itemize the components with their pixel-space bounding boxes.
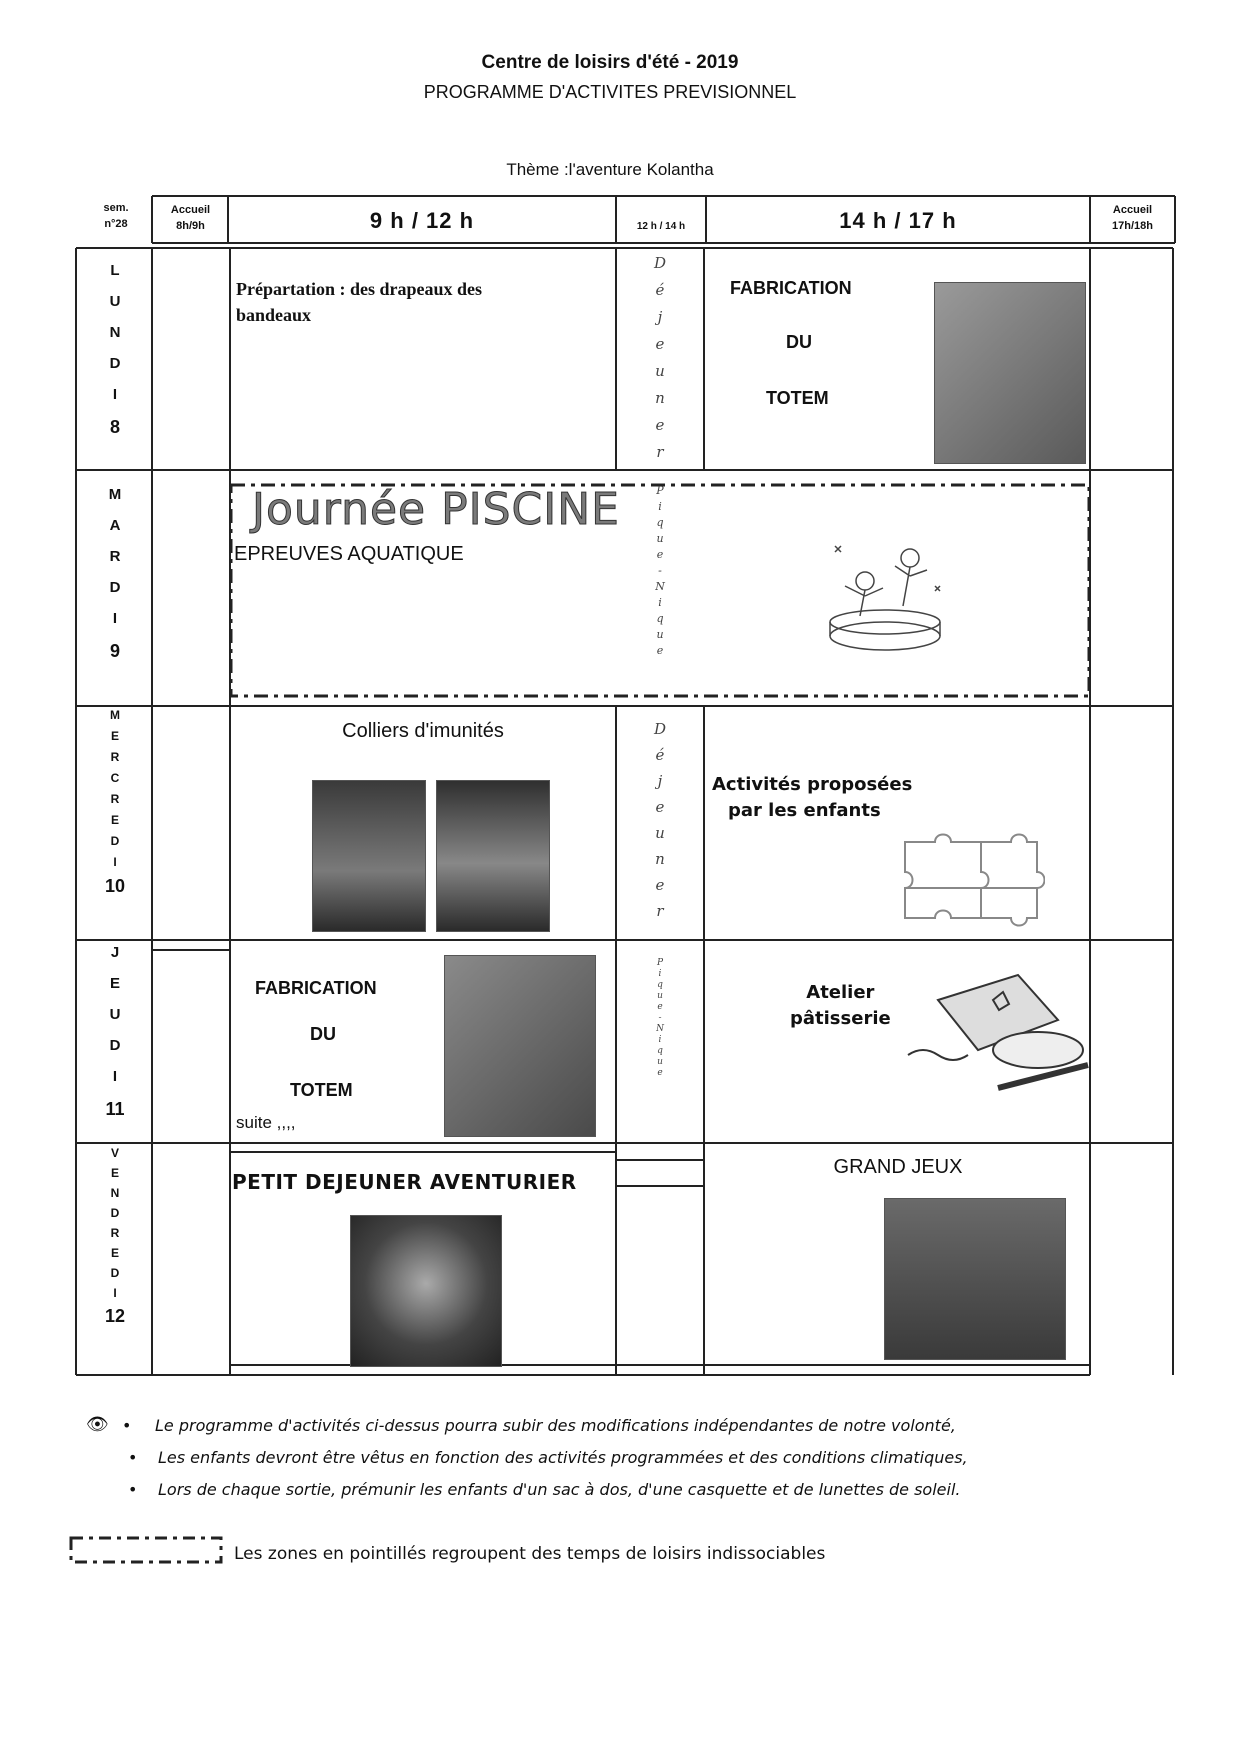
note-bullet-3: • — [128, 1480, 138, 1499]
afternoon-header: 14 h / 17 h — [839, 208, 957, 233]
mardi-morning-activity: EPREUVES AQUATIQUE — [234, 543, 464, 565]
day-letter: E — [110, 1166, 119, 1180]
lunch-letter: - — [658, 1013, 662, 1023]
lunch-letter: u — [655, 362, 665, 380]
lunch-letter: u — [657, 991, 663, 1001]
jeudi-morning-line1: FABRICATION — [255, 978, 377, 998]
note-2: Les enfants devront être vêtus en fonction des activités programmées et des conditions climatiques, — [158, 1448, 968, 1467]
lunch-letter: i — [658, 969, 662, 979]
day-letter: U — [109, 1006, 121, 1023]
lunch-letter: é — [655, 746, 665, 764]
games-photo — [884, 1198, 1066, 1360]
note-bullet-1: • — [122, 1416, 132, 1435]
mercredi-morning-activity: Colliers d'imunités — [342, 720, 504, 742]
note-1: Le programme d'activités ci-dessus pourra subir des modifications indépendantes de notre volonté, — [155, 1416, 956, 1435]
accueil-am-text: Accueil — [170, 204, 211, 216]
day-letter: M — [108, 486, 122, 503]
puzzle-icon — [895, 822, 1045, 942]
day-letter: N — [109, 324, 121, 341]
lunch-letter: N — [655, 580, 665, 593]
totem-photo — [934, 282, 1086, 464]
day-letter: D — [109, 355, 121, 372]
day-number: 11 — [105, 1099, 125, 1119]
day-letter: J — [110, 944, 120, 961]
jeudi-morning-line2: DU — [310, 1024, 336, 1044]
necklace-photo-2 — [436, 780, 550, 932]
mercredi-afternoon-line1: Activités proposées — [712, 774, 913, 795]
page-title: Centre de loisirs d'été - 2019 — [481, 52, 739, 73]
day-letter: E — [110, 813, 119, 827]
week-number: n°28 — [104, 218, 128, 230]
day-letter: V — [110, 1146, 119, 1160]
lunch-letter: n — [655, 850, 665, 868]
lunch-label-jeudi — [616, 958, 704, 1078]
lunch-letter: q — [656, 612, 664, 625]
day-letter: L — [110, 262, 120, 279]
day-letter: N — [110, 1186, 120, 1200]
mercredi-afternoon-activity — [712, 772, 912, 824]
lunch-header: 12 h / 14 h — [636, 221, 686, 232]
vendredi-afternoon-activity: GRAND JEUX — [833, 1156, 963, 1178]
sem-text: sem. — [103, 202, 129, 214]
day-letters-mardi — [80, 486, 150, 662]
jeudi-afternoon-line2: pâtisserie — [790, 1008, 891, 1029]
baking-icon — [898, 970, 1098, 1100]
day-letter: R — [110, 792, 120, 806]
day-letters-jeudi — [80, 944, 150, 1120]
lunch-label-mercredi — [616, 720, 704, 920]
sem-label — [90, 200, 142, 232]
day-letter: U — [109, 293, 121, 310]
day-number: 9 — [109, 641, 120, 661]
lunch-letter: u — [656, 628, 664, 641]
lunch-letter: e — [655, 876, 665, 894]
lunch-letter: i — [658, 1035, 662, 1045]
day-letters-vendredi — [80, 1146, 150, 1327]
lunch-letter: e — [655, 798, 665, 816]
lunch-letter: q — [657, 980, 663, 990]
jeudi-morning-line3: TOTEM — [290, 1080, 353, 1100]
lunch-letter: P — [656, 484, 664, 497]
lunch-letter: u — [657, 1057, 663, 1067]
totem-photo-2 — [444, 955, 596, 1137]
lunch-letter: e — [657, 1068, 663, 1078]
mercredi-afternoon-line2: par les enfants — [728, 800, 881, 821]
piscine-banner: Journée PISCINE — [252, 484, 620, 535]
lunch-letter: e — [656, 548, 664, 561]
accueil-am-header — [153, 202, 228, 234]
pool-drawing-icon — [815, 526, 955, 666]
day-letter: D — [110, 1206, 120, 1220]
lunch-letter: - — [658, 564, 662, 577]
lunch-letter: u — [656, 532, 664, 545]
day-letter: I — [112, 386, 118, 403]
vendredi-morning-activity: PETIT DEJEUNER AVENTURIER — [232, 1170, 577, 1194]
day-letter: C — [110, 771, 120, 785]
jeudi-afternoon-line1: Atelier — [806, 982, 875, 1003]
accueil-pm-time: 17h/18h — [1112, 220, 1153, 232]
day-number: 12 — [104, 1306, 126, 1326]
day-letter: I — [112, 1068, 118, 1085]
day-letters-mercredi — [80, 708, 150, 897]
legend-text: Les zones en pointillés regroupent des temps de loisirs indissociables — [234, 1544, 826, 1564]
lunch-letter: e — [655, 416, 665, 434]
day-letter: A — [109, 517, 121, 534]
day-letters-lundi — [80, 262, 150, 438]
lunch-letter: r — [656, 443, 664, 461]
day-letter: R — [109, 548, 121, 565]
lunch-letter: q — [657, 1046, 663, 1056]
day-letter: E — [109, 975, 120, 992]
day-letter: D — [110, 1266, 120, 1280]
day-letter: D — [109, 1037, 121, 1054]
lundi-afternoon-line1: FABRICATION — [730, 278, 852, 298]
necklace-photo-1 — [312, 780, 426, 932]
day-number: 8 — [109, 417, 120, 437]
day-letter: R — [110, 1226, 120, 1240]
lunch-label-lundi — [616, 254, 704, 461]
lunch-letter: j — [657, 772, 663, 790]
eye-icon: 👁 — [86, 1414, 109, 1435]
lundi-morning-activity: Prépartation : des drapeaux des bandeaux — [236, 279, 482, 325]
accueil-am-time: 8h/9h — [176, 220, 205, 232]
day-letter: M — [110, 708, 120, 722]
theme-label: Thème :l'aventure Kolantha — [506, 160, 714, 179]
lunch-letter: i — [658, 596, 662, 609]
lunch-letter: r — [656, 902, 664, 920]
lunch-letter: P — [656, 958, 664, 968]
lunch-letter: j — [657, 308, 663, 326]
day-letter: I — [112, 610, 118, 627]
lunch-letter: D — [653, 254, 667, 272]
lunch-letter: é — [655, 281, 665, 299]
note-bullet-2: • — [128, 1448, 138, 1467]
note-3: Lors de chaque sortie, prémunir les enfants d'un sac à dos, d'une casquette et de lunettes de soleil. — [158, 1480, 961, 1499]
lunch-letter: D — [653, 720, 667, 738]
breakfast-photo — [350, 1215, 502, 1367]
jeudi-morning-note: suite ,,,, — [236, 1113, 296, 1132]
day-letter: I — [113, 1286, 117, 1300]
day-letter: E — [110, 729, 119, 743]
lundi-afternoon-line3: TOTEM — [766, 388, 829, 408]
day-letter: E — [110, 1246, 119, 1260]
lundi-afternoon-line2: DU — [786, 332, 812, 352]
lunch-letter: n — [655, 389, 665, 407]
lunch-letter: i — [658, 500, 662, 513]
day-letter: D — [110, 834, 120, 848]
lunch-letter: N — [656, 1024, 664, 1034]
lunch-letter: q — [656, 516, 664, 529]
accueil-pm-text: Accueil — [1112, 204, 1153, 216]
lunch-letter: e — [656, 644, 664, 657]
lunch-label-mardi — [616, 484, 704, 657]
lunch-letter: e — [655, 335, 665, 353]
day-letter: R — [110, 750, 120, 764]
lunch-letter: e — [657, 1002, 663, 1012]
accueil-pm-header — [1090, 202, 1175, 234]
day-number: 10 — [104, 876, 126, 896]
dashed-zone-legend-icon — [68, 1530, 228, 1570]
morning-header: 9 h / 12 h — [369, 208, 475, 233]
lunch-letter: u — [655, 824, 665, 842]
day-letter: D — [109, 579, 121, 596]
day-letter: I — [113, 855, 117, 869]
jeudi-afternoon-activity — [790, 980, 891, 1032]
page-subtitle: PROGRAMME D'ACTIVITES PREVISIONNEL — [423, 82, 797, 102]
